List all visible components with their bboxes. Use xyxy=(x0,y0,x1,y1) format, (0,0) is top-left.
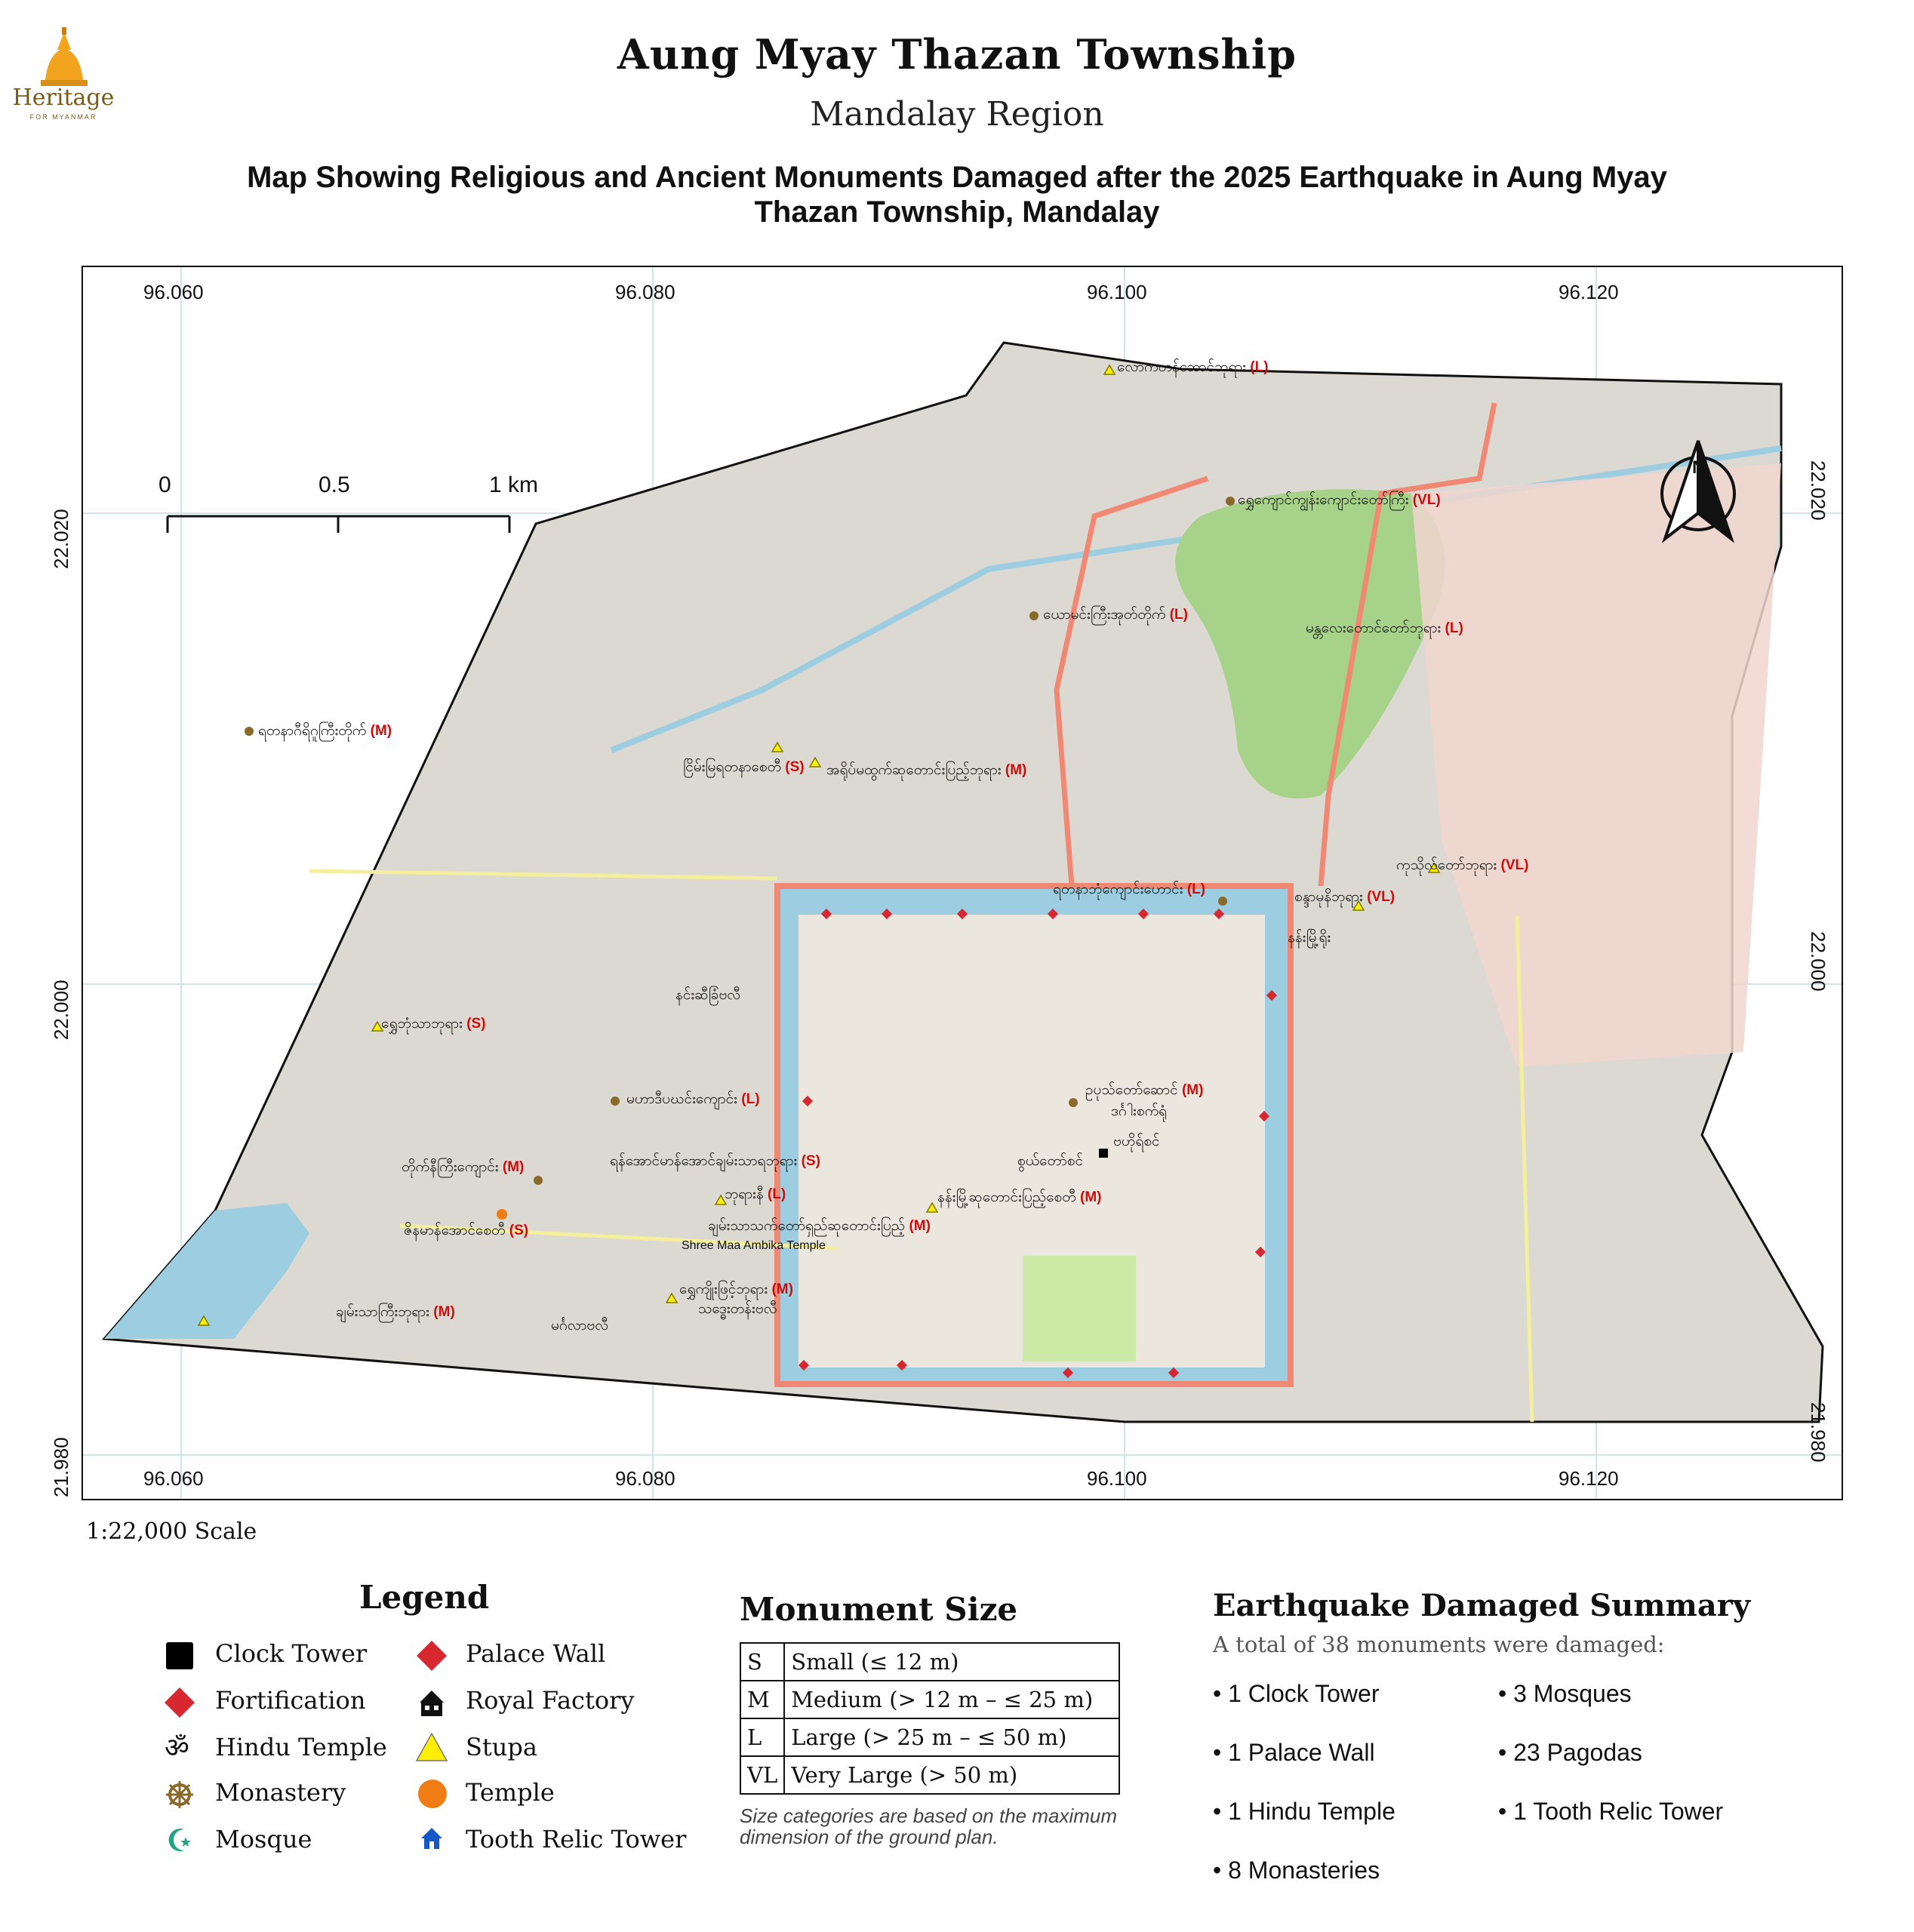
monument-label: ဘုရားနီ (L) xyxy=(725,1186,786,1202)
palace-wall-icon xyxy=(415,1639,448,1672)
monument-label: လောကတန်ဆောင်ဘုရား (L) xyxy=(1117,359,1269,375)
om-icon: ॐ xyxy=(165,1733,189,1764)
monument-label: ဒင်္ဂါးစက်ရုံ xyxy=(1111,1103,1168,1119)
table-row: M Medium (> 12 m – ≤ 25 m) xyxy=(740,1681,1119,1718)
clock-tower-marker xyxy=(1099,1149,1108,1158)
lon-tick: 96.100 xyxy=(1087,281,1147,303)
monument-label: ယောမင်းကြီးအုတ်တိုက် (L) xyxy=(1043,607,1188,623)
summary-item: • 8 Monasteries xyxy=(1213,1857,1380,1884)
tooth-relic-tower-icon xyxy=(420,1826,444,1852)
lat-tick-right: 21.980 xyxy=(1807,1402,1829,1463)
monument-label: ရွှေကျိုးဖြင့်ဘုရား (M) xyxy=(679,1281,793,1297)
summary-item: • 1 Palace Wall xyxy=(1213,1739,1375,1766)
scale-label-half: 0.5 xyxy=(318,472,350,497)
size-note: Size categories are based on the maximum dimension of the ground plan. xyxy=(740,1804,1118,1848)
summary-item: • 23 Pagodas xyxy=(1498,1739,1642,1766)
monument-label: အရိုပ်မထွက်ဆုတောင်းပြည့်ဘုရား (M) xyxy=(826,762,1027,778)
monument-label: ဗဟိုရ်စင် xyxy=(1113,1134,1160,1149)
monument-label: မဟာဒီပဃင်းကျောင်း (L) xyxy=(626,1091,760,1107)
page-subtitle: Mandalay Region xyxy=(810,95,1104,134)
scale-label-1km: 1 km xyxy=(489,472,539,497)
clock-tower-icon xyxy=(165,1641,195,1671)
legend-label: Mosque xyxy=(215,1825,312,1854)
scale-label-0: 0 xyxy=(158,472,171,497)
legend-label: Monastery xyxy=(215,1778,346,1807)
legend-label: Fortification xyxy=(215,1686,366,1715)
monument-label: မန္တလေးတောင်တော်ဘုရား (L) xyxy=(1306,620,1463,636)
monument-label: နန်းမြို့ဆုတောင်းပြည့်စေတီ (M) xyxy=(937,1189,1102,1205)
monument-label: Shree Maa Ambika Temple xyxy=(682,1239,826,1252)
legend-label: Palace Wall xyxy=(466,1639,606,1668)
monument-label: ချမ်းသာကြီးဘုရား (M) xyxy=(336,1304,455,1320)
monument-label: ရွှေဘုံသာဘုရား (S) xyxy=(381,1016,486,1032)
legend-label: Stupa xyxy=(466,1733,537,1761)
lat-tick: 22.000 xyxy=(50,980,72,1040)
table-row: L Large (> 25 m – ≤ 50 m) xyxy=(740,1718,1119,1756)
lon-tick: 96.120 xyxy=(1559,281,1619,303)
logo-subtext: FOR MYANMAR xyxy=(29,113,97,121)
stupa-icon xyxy=(415,1731,448,1763)
legend-label: Clock Tower xyxy=(215,1639,368,1668)
monument-label: သဒ္ဓေးတန်းဗလီ xyxy=(698,1301,777,1317)
summary-heading: Earthquake Damaged Summary xyxy=(1213,1588,1751,1623)
lat-tick-right: 22.020 xyxy=(1807,460,1829,521)
scale-text: 1:22,000 Scale xyxy=(86,1518,257,1545)
lon-tick-bottom: 96.080 xyxy=(615,1467,675,1490)
map-title: Map Showing Religious and Ancient Monuments Damaged after the 2025 Earthquake in Aung Myay Thazan Township, Mandalay xyxy=(247,161,1667,229)
summary-item: • 1 Clock Tower xyxy=(1213,1680,1380,1707)
monument-label: ရန်အောင်မာန်အောင်ချမ်းသာရဘုရား (S) xyxy=(610,1153,820,1169)
lon-tick: 96.080 xyxy=(615,281,675,303)
table-row: VL Very Large (> 50 m) xyxy=(740,1756,1119,1794)
temple-marker xyxy=(497,1209,507,1220)
legend-label: Tooth Relic Tower xyxy=(466,1825,687,1854)
lat-tick: 22.020 xyxy=(50,509,72,569)
logo-text: Heritage xyxy=(12,85,115,111)
monument-label: ဥပုသ်တော်ဆောင် (M) xyxy=(1085,1082,1204,1098)
monument-label: ရတနာဘုံကျောင်းဟောင်း (L) xyxy=(1053,881,1206,897)
temple-icon xyxy=(417,1778,448,1810)
lat-tick-right: 22.000 xyxy=(1807,931,1829,992)
monument-label: ဇိနမာန်အောင်စေတီ (S) xyxy=(404,1223,529,1238)
page-title: Aung Myay Thazan Township xyxy=(617,30,1297,78)
lon-tick-bottom: 96.120 xyxy=(1559,1467,1619,1490)
monument-label: စွယ်တော်စင် xyxy=(1017,1153,1083,1169)
scale-bar xyxy=(168,516,509,533)
royal-factory-icon xyxy=(417,1687,447,1718)
lat-tick: 21.980 xyxy=(50,1437,72,1497)
summary-intro: A total of 38 monuments were damaged: xyxy=(1213,1632,1665,1657)
monument-label: ကုသိုလ်တော်ဘုရား (VL) xyxy=(1396,857,1529,873)
monument-label: နန်းမြို့ရိုး xyxy=(1288,930,1331,946)
legend-label: Royal Factory xyxy=(466,1686,635,1715)
lon-tick: 96.060 xyxy=(143,281,204,303)
monument-label: မင်္ဂလာဗလီ xyxy=(551,1318,608,1334)
legend-label: Temple xyxy=(466,1778,555,1807)
summary-item: • 1 Hindu Temple xyxy=(1213,1798,1395,1825)
monument-label: နင်းဆီခြံဗလီ xyxy=(675,987,741,1003)
monument-size-heading: Monument Size xyxy=(740,1591,1018,1628)
table-row: S Small (≤ 12 m) xyxy=(740,1643,1119,1681)
monument-label: စန္ဒာမုနိဘုရား (VL) xyxy=(1294,889,1395,905)
map-frame[interactable] xyxy=(50,266,1843,1500)
monument-label: ရတနာဂီရိဂူကြီးတိုက် (M) xyxy=(258,723,392,739)
summary-item: • 3 Mosques xyxy=(1498,1680,1632,1707)
lon-tick-bottom: 96.100 xyxy=(1087,1467,1147,1490)
summary-item: • 1 Tooth Relic Tower xyxy=(1498,1798,1724,1825)
north-label: N xyxy=(1692,457,1706,478)
legend-label: Hindu Temple xyxy=(215,1733,387,1761)
monument-label: ချမ်းသာသက်တော်ရှည်ဆုတောင်းပြည့် (M) xyxy=(708,1218,931,1234)
monument-size-table xyxy=(740,1642,1120,1795)
lon-tick-bottom: 96.060 xyxy=(143,1467,204,1490)
monument-label: တိုက်နီကြီးကျောင်း (M) xyxy=(402,1159,525,1175)
legend-heading: Legend xyxy=(359,1579,490,1616)
fortification-icon xyxy=(163,1686,196,1719)
monument-label: ရွှေကျောင်ကျွန်းကျောင်းတော်ကြီး (VL) xyxy=(1238,492,1441,508)
mosque-icon xyxy=(165,1825,195,1855)
monastery-icon xyxy=(165,1780,195,1810)
monument-label: ငြိမ်းမြရတနာစေတီ (S) xyxy=(683,759,805,775)
